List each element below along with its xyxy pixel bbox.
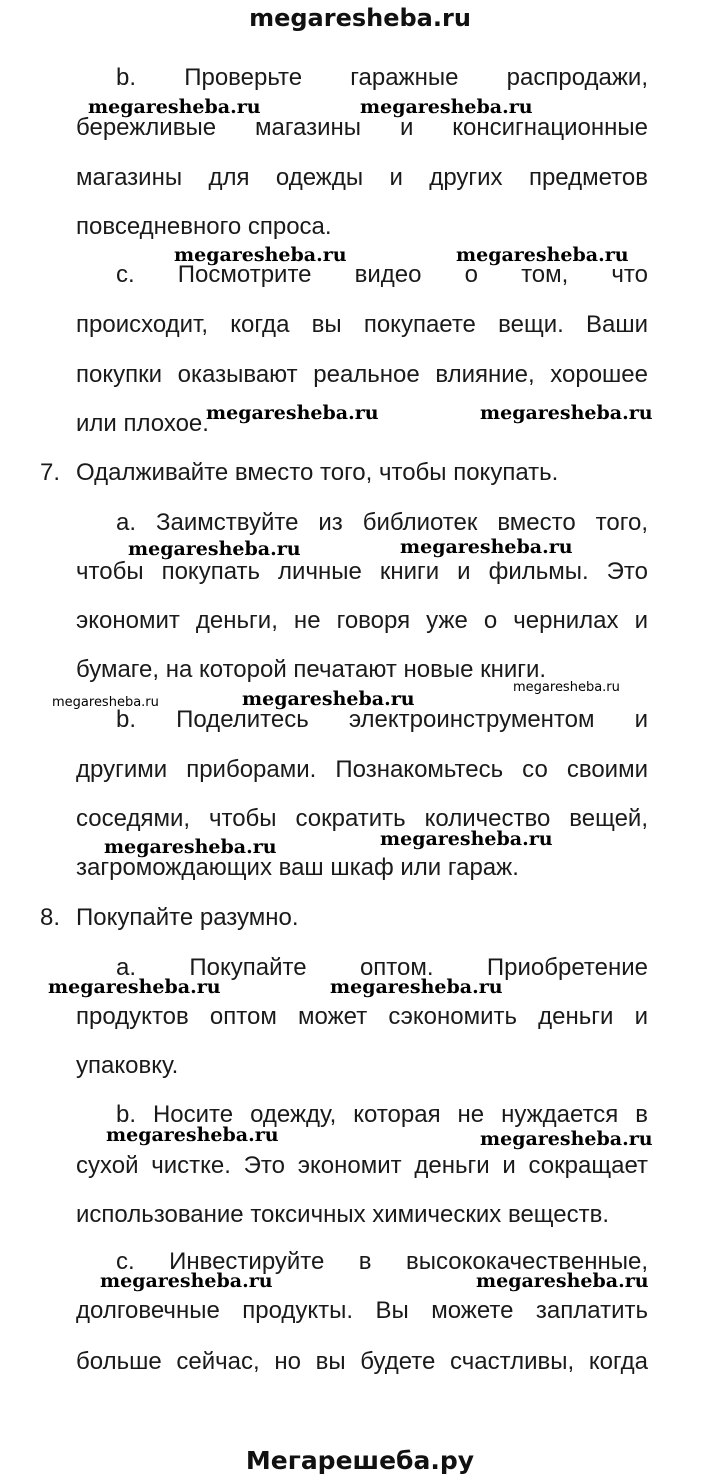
watermark: megaresheba.ru <box>242 688 415 710</box>
watermark: megaresheba.ru <box>174 244 347 266</box>
watermark: megaresheba.ru <box>380 828 553 850</box>
item7-a-line3: экономит деньги, не говоря уже о чернилах и <box>76 607 648 634</box>
item8-number: 8. <box>40 904 61 931</box>
item7-a-line1: a. Заимствуйте из библиотек вместо того, <box>116 509 648 536</box>
item8-a-line3: упаковку. <box>76 1052 179 1079</box>
item7-b-line4: загромождающих ваш шкаф или гараж. <box>76 854 519 881</box>
item6-c-line3: покупки оказывают реальное влияние, хорошее <box>76 361 648 388</box>
item6-b-line4: повседневного спроса. <box>76 213 332 240</box>
watermark: megaresheba.ru <box>400 536 573 558</box>
item6-c-line1: c. Посмотрите видео о том, что <box>116 261 648 288</box>
watermark: megaresheba.ru <box>360 96 533 118</box>
watermark: megaresheba.ru <box>476 1270 649 1292</box>
watermark: megaresheba.ru <box>513 680 620 695</box>
item8-c-line2: долговечные продукты. Вы можете заплатить <box>76 1297 648 1324</box>
item6-c-line2: происходит, когда вы покупаете вещи. Ваши <box>76 311 648 338</box>
item6-b-line2: бережливые магазины и консигнационные <box>76 114 648 141</box>
watermark: megaresheba.ru <box>480 402 653 424</box>
item7-number: 7. <box>40 459 61 486</box>
watermark: megaresheba.ru <box>128 538 301 560</box>
watermark: megaresheba.ru <box>88 96 261 118</box>
item6-c-line4: или плохое. <box>76 410 209 437</box>
watermark: megaresheba.ru <box>456 244 629 266</box>
watermark: megaresheba.ru <box>104 836 277 858</box>
item6-b-line1: b. Проверьте гаражные распродажи, <box>116 64 648 91</box>
watermark: megaresheba.ru <box>52 695 159 710</box>
item8-b-line2: сухой чистке. Это экономит деньги и сокращает <box>76 1152 648 1179</box>
item6-b-line3: магазины для одежды и других предметов <box>76 164 648 191</box>
item7-title: Одалживайте вместо того, чтобы покупать. <box>76 459 559 486</box>
watermark: megaresheba.ru <box>206 402 379 424</box>
watermark: megaresheba.ru <box>480 1128 653 1150</box>
site-footer: Мегарешеба.ру <box>245 1446 475 1475</box>
item8-a-line2: продуктов оптом может сэкономить деньги и <box>76 1003 648 1030</box>
item8-c-line3: больше сейчас, но вы будете счастливы, когда <box>76 1348 648 1375</box>
watermark: megaresheba.ru <box>48 976 221 998</box>
watermark: megaresheba.ru <box>100 1270 273 1292</box>
item8-c-line1: c. Инвестируйте в высококачественные, <box>116 1248 648 1275</box>
item8-title: Покупайте разумно. <box>76 904 299 931</box>
item7-a-line2: чтобы покупать личные книги и фильмы. Это <box>76 558 648 585</box>
item8-b-line1: b. Носите одежду, которая не нуждается в <box>116 1101 648 1128</box>
item7-b-line2: другими приборами. Познакомьтесь со своими <box>76 756 648 783</box>
watermark: megaresheba.ru <box>330 976 503 998</box>
item8-a-line1: a. Покупайте оптом. Приобретение <box>116 954 648 981</box>
item7-b-line1: b. Поделитесь электроинструментом и <box>116 706 648 733</box>
item7-a-line4: бумаге, на которой печатают новые книги. <box>76 656 547 683</box>
item7-b-line3: соседями, чтобы сократить количество вещей, <box>76 805 648 832</box>
watermark: megaresheba.ru <box>106 1124 279 1146</box>
item8-b-line3: использование токсичных химических веществ. <box>76 1201 610 1228</box>
site-header: megaresheba.ru <box>249 4 471 32</box>
